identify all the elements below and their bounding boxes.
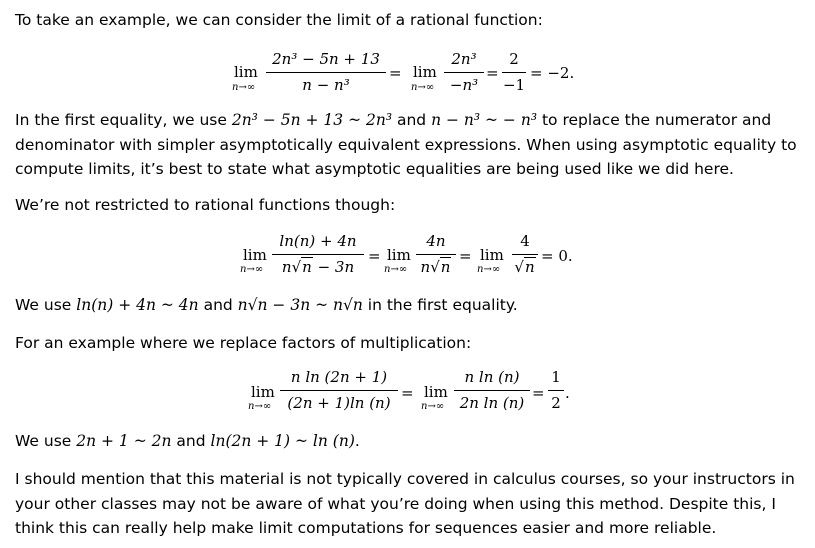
numerator: 2n³ − 5n + 13 — [272, 50, 380, 68]
fraction-simplified — [454, 366, 530, 418]
math-inline: n√n − 3n ~ n√n — [237, 296, 363, 314]
den-term: n — [420, 258, 431, 276]
den-term: n — [281, 258, 292, 276]
equals-sign: = — [532, 384, 545, 402]
denominator: −1 — [502, 76, 526, 94]
denominator: n√n — [420, 258, 451, 276]
lim-subscript: n→∞ — [421, 401, 445, 412]
numerator: 2 — [509, 50, 519, 68]
text-run: In the first equality, we use — [15, 111, 232, 129]
math-inline: 2n³ − 5n + 13 ~ 2n³ — [231, 111, 393, 129]
text-run: in the first equality. — [362, 296, 518, 314]
transition-text: For an example where we replace factors of multiplication: — [15, 334, 472, 352]
radicand: n — [524, 258, 535, 276]
den-term: − 3n — [312, 258, 355, 276]
denominator: 2 — [551, 394, 561, 412]
lim-subscript: n→∞ — [240, 264, 264, 275]
lim-operator: lim — [413, 63, 437, 81]
closing-paragraph: I should mention that this material is not typically covered in calculus courses, so your instructors in your other classes may not be aware of what you’re doing when using this method. Despite this, I think this can really help make limit computations for sequences easier and more reliable. — [15, 470, 795, 537]
numerator: 2n³ — [451, 50, 477, 68]
denominator: −n³ — [449, 76, 479, 94]
numerator: ln(n) + 4n — [279, 232, 357, 250]
lim-subscript: n→∞ — [232, 82, 256, 93]
equals-sign: = — [486, 64, 499, 82]
fraction-bar — [280, 390, 398, 391]
lim-subscript: n→∞ — [411, 82, 435, 93]
text-run: and — [198, 296, 238, 314]
equals-sign: = — [459, 247, 472, 265]
denominator: n − n³ — [302, 76, 350, 94]
text-run: and — [171, 432, 211, 450]
fraction-original — [280, 366, 398, 418]
result: = 0. — [541, 247, 573, 265]
numerator: n ln (n) — [464, 368, 520, 386]
math-inline: ln(2n + 1) ~ ln (n) — [210, 432, 355, 450]
equals-sign: = — [368, 247, 381, 265]
text-run: . — [354, 432, 360, 450]
lim-subscript: n→∞ — [384, 264, 408, 275]
lim-subscript: n→∞ — [477, 264, 501, 275]
equals-sign: = — [401, 384, 414, 402]
fraction-bar — [454, 390, 530, 391]
radicand: n — [440, 258, 451, 276]
math-inline: 2n + 1 ~ 2n — [76, 432, 172, 450]
text-run: and — [392, 111, 432, 129]
lim-subscript: n→∞ — [248, 401, 272, 412]
fraction-bar — [548, 390, 564, 391]
denominator: 2n ln (n) — [459, 394, 525, 412]
math-inline: n − n³ ~ − n³ — [431, 111, 538, 129]
period: . — [565, 384, 570, 402]
lim-operator: lim — [243, 246, 267, 264]
fraction-result — [548, 366, 564, 418]
lim-operator: lim — [251, 383, 275, 401]
lim-operator: lim — [387, 246, 411, 264]
text-run: We use — [15, 296, 77, 314]
text-run: to replace the numerator and denominator with simpler asymptotically equivalent expressions. When using asymptotic equality to compute limits, it’s best to state what asymptotic equalities are being used like we did here. — [15, 111, 797, 178]
equals-sign: = — [389, 64, 402, 82]
result: = −2. — [530, 64, 575, 82]
denominator: n√n − 3n — [281, 258, 355, 276]
lim-operator: lim — [480, 246, 504, 264]
radicand: n — [302, 258, 312, 276]
numerator: 1 — [551, 368, 561, 386]
lim-operator: lim — [234, 63, 258, 81]
lim-operator: lim — [424, 383, 448, 401]
numerator: 4 — [520, 232, 530, 250]
transition-text: We’re not restricted to rational functions though: — [15, 196, 396, 214]
denominator: √n — [514, 258, 535, 276]
math-inline: ln(n) + 4n ~ 4n — [76, 296, 199, 314]
numerator: 4n — [426, 232, 446, 250]
denominator: (2n + 1)ln (n) — [287, 394, 391, 412]
text-run: We use — [15, 432, 77, 450]
intro-text: To take an example, we can consider the limit of a rational function: — [15, 11, 543, 29]
numerator: n ln (2n + 1) — [290, 368, 388, 386]
equivalence-note — [15, 429, 803, 454]
